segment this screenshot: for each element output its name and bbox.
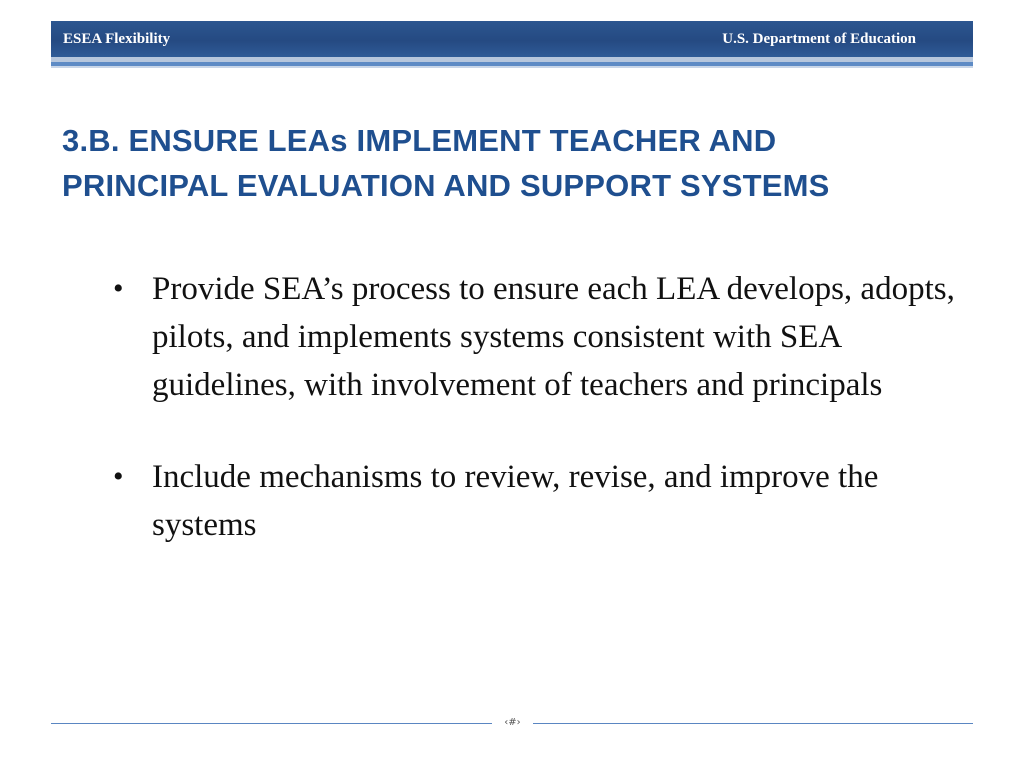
bullet-item [0,265,1024,409]
bullet-list [0,265,1024,593]
slide-title-line-1: 3.B. ENSURE LEAs IMPLEMENT TEACHER AND [62,123,777,158]
header-program-name: ESEA Flexibility [63,31,171,47]
bullet-marker: • [113,460,124,493]
bullet-marker: • [113,272,124,305]
footer-divider-right [533,723,973,724]
footer-divider-left [51,723,492,724]
header-department-name: U.S. Department of Education [722,31,916,47]
bullet-text: Include mechanisms to review, revise, and improve the systems [152,459,879,543]
bullet-text: Provide SEA’s process to ensure each LEA develops, adopts, pilots, and implements systems consistent with SEA guidelines, with involvement of teachers and principals [152,271,955,403]
header-stripe [51,66,973,68]
header-band [51,21,973,57]
slide-title [62,118,962,208]
page-number: ‹#› [504,717,521,728]
slide-title-line-2: PRINCIPAL EVALUATION AND SUPPORT SYSTEMS [62,168,830,203]
bullet-item [0,453,1024,549]
